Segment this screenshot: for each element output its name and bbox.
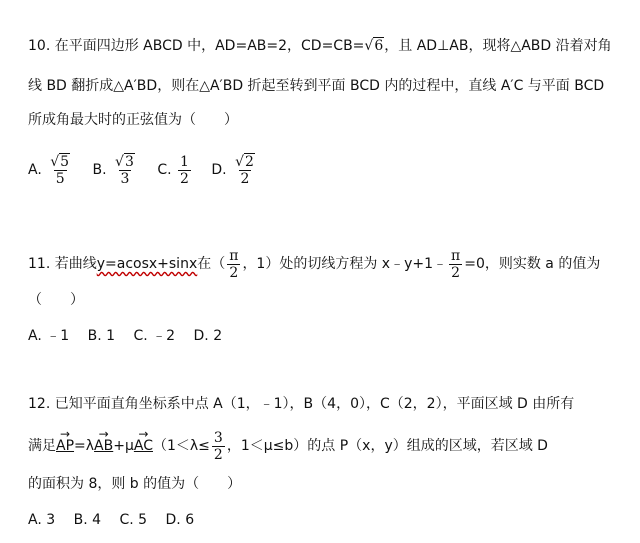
q11-option-c: C. ﹣2 (133, 328, 176, 344)
q11-line2: （ ） (28, 292, 84, 308)
q12-options (28, 510, 208, 530)
fraction: $\frac{1}{2}$ (180, 153, 189, 187)
q11-line1: 11. 若曲线y=acosx+sinx在（ $\frac{\pi}{2}$ ，1）处的切线方程为 x﹣y+1﹣ $\frac{\pi}{2}$ =0，则实数 a 的值为 (28, 247, 601, 281)
q11-option-b: B. 1 (87, 328, 116, 344)
q10-text-end: ，且 AD⊥AB，现将△ABD 沿着对角 (384, 38, 612, 54)
q12-line3: 的面积为 8，则 b 的值为（ ） (28, 476, 242, 492)
vector-ap: → AP (56, 428, 74, 464)
q10-option-d: D. $\frac{√2}{2}$ (211, 152, 259, 188)
q10-line1 (28, 36, 612, 56)
sqrt-expression: √6 (364, 38, 384, 54)
q12-line1: 12. 已知平面直角坐标系中点 A（1，﹣1），B（4，0），C（2，2），平面区域 D 由所有 (28, 396, 575, 412)
fraction: $\frac{√2}{2}$ (235, 153, 254, 187)
q10-line2: 线 BD 翻折成△A′BD，则在△A′BD 折起至转到平面 BCD 内的过程中，直线 A′C 与平面 BCD (28, 78, 605, 94)
fraction-3-over-2: $\frac{3}{2}$ (213, 429, 223, 463)
q11-option-d: D. 2 (193, 328, 223, 344)
q12-option-a: A. 3 (28, 512, 56, 528)
fraction: $\frac{√3}{3}$ (115, 153, 134, 187)
q12-option-d: D. 6 (165, 512, 195, 528)
curve-expression: y=acosx+sinx (96, 256, 198, 272)
q12-option-c: C. 5 (119, 512, 148, 528)
q12-option-b: B. 4 (73, 512, 102, 528)
q11-options (28, 326, 236, 346)
fraction: $\frac{√5}{5}$ (50, 153, 70, 187)
q10-options (28, 152, 273, 188)
vector-ab: → AB (94, 428, 113, 464)
vector-ac: → AC (134, 428, 153, 464)
q10-line3: 所成角最大时的正弦值为（ ） (28, 112, 238, 128)
fraction-pi-over-2: $\frac{\pi}{2}$ (229, 247, 239, 281)
q10-option-c: C. $\frac{1}{2}$ (157, 153, 189, 187)
q10-option-b: B. $\frac{√3}{3}$ (93, 152, 139, 188)
fraction-pi-over-2: $\frac{\pi}{2}$ (451, 247, 461, 281)
q12-line2: 满足→ AP=λ→ AB+μ→ AC（1＜λ≤ $\frac{3}{2}$ ，1＜μ≤b）的点 P（x，y）组成的区域，若区域 D (28, 428, 548, 464)
q10-option-a: A. $\frac{√5}{5}$ (28, 152, 74, 188)
q10-text-start: 10. 在平面四边形 ABCD 中，AD=AB=2，CD=CB= (28, 38, 365, 54)
q11-option-a: A. ﹣1 (28, 328, 70, 344)
